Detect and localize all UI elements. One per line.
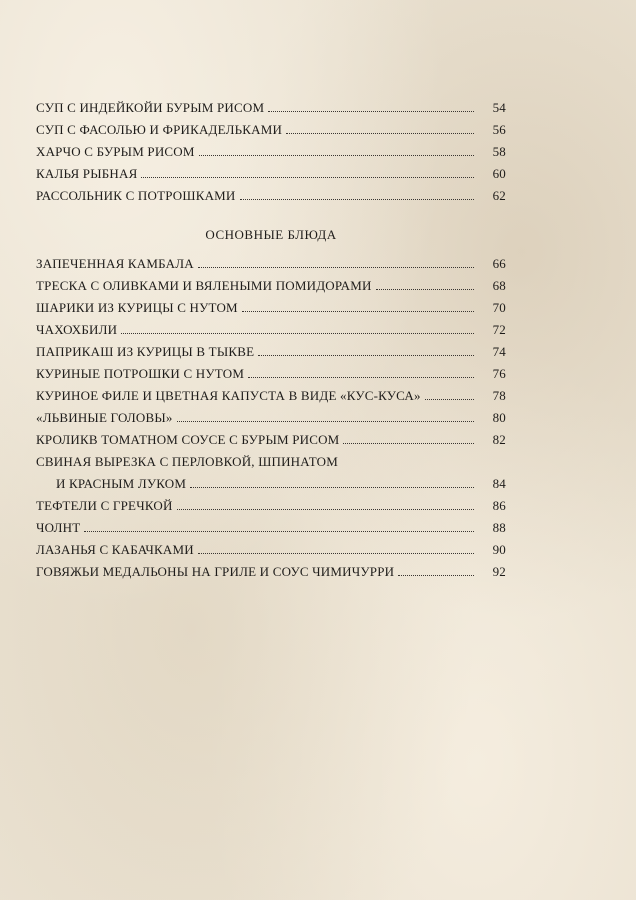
toc-entry-title: ЧАХОХБИЛИ xyxy=(36,322,118,337)
toc-entry-page: 54 xyxy=(492,100,506,115)
toc-entry-title: ГОВЯЖЬИ МЕДАЛЬОНЫ НА ГРИЛЕ И СОУС ЧИМИЧУРРИ xyxy=(36,564,395,579)
toc-entry-title: СУП С ИНДЕЙКОЙИ БУРЫМ РИСОМ xyxy=(36,100,265,115)
toc-entry-page: 62 xyxy=(492,188,506,203)
toc-entry-title: И КРАСНЫМ ЛУКОМ xyxy=(56,476,187,491)
section-heading: ОСНОВНЫЕ БЛЮДА xyxy=(205,227,337,242)
toc-entry xyxy=(36,536,506,558)
toc-entry xyxy=(36,338,506,360)
toc-entry-title: КАЛЬЯ РЫБНАЯ xyxy=(36,166,138,181)
toc-entry-page: 56 xyxy=(492,122,506,137)
toc-entry xyxy=(36,514,506,536)
toc-entry xyxy=(36,250,506,272)
toc-entry-page: 70 xyxy=(492,300,506,315)
toc-entry-page: 78 xyxy=(492,388,506,403)
dot-leader xyxy=(190,487,474,488)
toc-entry xyxy=(36,404,506,426)
toc-entry xyxy=(36,94,506,116)
toc-entry xyxy=(36,492,506,514)
dot-leader xyxy=(84,531,474,532)
toc-entry xyxy=(36,294,506,316)
toc-entry xyxy=(36,382,506,404)
dot-leader xyxy=(258,355,474,356)
toc-entry-title: ШАРИКИ ИЗ КУРИЦЫ С НУТОМ xyxy=(36,300,238,315)
dot-leader xyxy=(398,575,474,576)
toc-entry-title-first-line xyxy=(36,448,506,470)
dot-leader xyxy=(198,553,474,554)
toc-entry-title: РАССОЛЬНИК С ПОТРОШКАМИ xyxy=(36,188,236,203)
toc-entry xyxy=(36,360,506,382)
dot-leader xyxy=(141,177,474,178)
toc-entry-title: КРОЛИКВ ТОМАТНОМ СОУСЕ С БУРЫМ РИСОМ xyxy=(36,432,340,447)
toc-entry-title: ПАПРИКАШ ИЗ КУРИЦЫ В ТЫКВЕ xyxy=(36,344,255,359)
dot-leader xyxy=(177,421,474,422)
toc-entry-page: 80 xyxy=(492,410,506,425)
toc-entry xyxy=(36,558,506,580)
toc-entry-page: 68 xyxy=(492,278,506,293)
toc-entry-page: 88 xyxy=(492,520,506,535)
dot-leader xyxy=(286,133,474,134)
dot-leader xyxy=(248,377,474,378)
toc-entry-title: КУРИНЫЕ ПОТРОШКИ С НУТОМ xyxy=(36,366,245,381)
toc-entry-page: 86 xyxy=(492,498,506,513)
toc-entry xyxy=(36,138,506,160)
toc-entry-page: 84 xyxy=(492,476,506,491)
toc-entry-title: ЧОЛНТ xyxy=(36,520,81,535)
dot-leader xyxy=(199,155,474,156)
dot-leader xyxy=(240,199,474,200)
toc-entry xyxy=(36,316,506,338)
toc-entry-title: ХАРЧО С БУРЫМ РИСОМ xyxy=(36,144,195,159)
dot-leader xyxy=(376,289,474,290)
toc-entry-page: 66 xyxy=(492,256,506,271)
toc-entry xyxy=(36,470,506,492)
dot-leader xyxy=(425,399,474,400)
toc-entry-page: 76 xyxy=(492,366,506,381)
toc-entry-page: 82 xyxy=(492,432,506,447)
toc-main-dishes-list xyxy=(36,250,506,580)
dot-leader xyxy=(177,509,474,510)
toc-entry-title: ТРЕСКА С ОЛИВКАМИ И ВЯЛЕНЫМИ ПОМИДОРАМИ xyxy=(36,278,372,293)
toc-entry xyxy=(36,182,506,204)
toc-entry-page: 72 xyxy=(492,322,506,337)
toc-entry-title: СВИНАЯ ВЫРЕЗКА С ПЕРЛОВКОЙ, ШПИНАТОМ xyxy=(36,454,339,469)
toc-entry xyxy=(36,272,506,294)
toc-entry xyxy=(36,426,506,448)
toc-entry-page: 90 xyxy=(492,542,506,557)
toc-entry-page: 60 xyxy=(492,166,506,181)
toc-entry-title: ТЕФТЕЛИ С ГРЕЧКОЙ xyxy=(36,498,173,513)
toc-entry-title: ЗАПЕЧЕННАЯ КАМБАЛА xyxy=(36,256,194,271)
toc-entry-page: 58 xyxy=(492,144,506,159)
dot-leader xyxy=(198,267,474,268)
toc-entry-page: 74 xyxy=(492,344,506,359)
dot-leader xyxy=(121,333,474,334)
toc-entry-title: «ЛЬВИНЫЕ ГОЛОВЫ» xyxy=(36,410,173,425)
toc-soups-list xyxy=(36,94,506,204)
dot-leader xyxy=(268,111,474,112)
toc-entry-title: СУП С ФАСОЛЬЮ И ФРИКАДЕЛЬКАМИ xyxy=(36,122,283,137)
toc-entry xyxy=(36,160,506,182)
toc-entry-page: 92 xyxy=(492,564,506,579)
dot-leader xyxy=(343,443,474,444)
toc-entry xyxy=(36,116,506,138)
dot-leader xyxy=(242,311,474,312)
table-of-contents xyxy=(36,94,506,580)
toc-entry-title: ЛАЗАНЬЯ С КАБАЧКАМИ xyxy=(36,542,194,557)
toc-entry-title: КУРИНОЕ ФИЛЕ И ЦВЕТНАЯ КАПУСТА В ВИДЕ «КУС-КУСА» xyxy=(36,388,421,403)
